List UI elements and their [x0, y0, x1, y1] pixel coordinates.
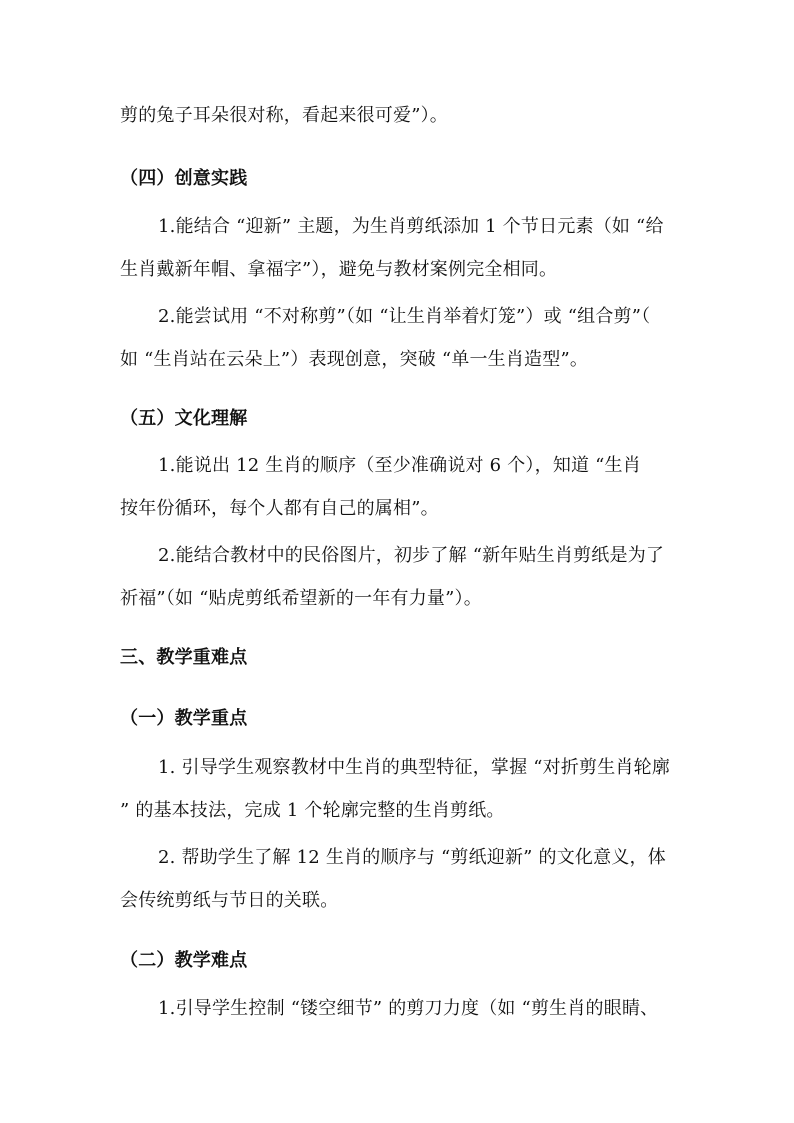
- text-line: 剪的兔子耳朵很对称，看起来很可爱”）。: [120, 105, 449, 126]
- section-heading: （一）教学重点: [120, 708, 248, 729]
- text-line: 2. 帮助学生了解 12 生肖的顺序与 “剪纸迎新” 的文化意义，体: [158, 847, 666, 868]
- text-line: 会传统剪纸与节日的关联。: [120, 890, 339, 911]
- text-line: 1.引导学生控制 “镂空细节” 的剪刀力度（如 “剪生肖的眼睛、: [158, 998, 659, 1019]
- text-line: 生肖戴新年帽、拿福字”），避免与教材案例完全相同。: [120, 259, 558, 280]
- text-line: 1. 引导学生观察教材中生肖的典型特征，掌握 “对折剪生肖轮廓: [158, 757, 671, 778]
- text-line: 按年份循环，每个人都有自己的属相”。: [120, 498, 439, 519]
- text-line: 2.能结合教材中的民俗图片，初步了解 “新年贴生肖剪纸是为了: [158, 545, 665, 566]
- chapter-heading: 三、教学重难点: [120, 647, 248, 668]
- text-line: 祈福”（如 “贴虎剪纸希望新的一年有力量”）。: [120, 588, 482, 609]
- section-heading: （四）创意实践: [120, 168, 248, 189]
- text-line: ” 的基本技法，完成 1 个轮廓完整的生肖剪纸。: [120, 800, 505, 821]
- section-heading: （五）文化理解: [120, 408, 248, 429]
- text-line: 2.能尝试用 “不对称剪”（如 “让生肖举着灯笼”）或 “组合剪”（: [158, 306, 651, 327]
- text-line: 1.能说出 12 生肖的顺序（至少准确说对 6 个），知道 “生肖: [158, 455, 641, 476]
- text-line: 如 “生肖站在云朵上”）表现创意，突破 “单一生肖造型”。: [120, 349, 589, 370]
- section-heading: （二）教学难点: [120, 950, 248, 971]
- text-line: 1.能结合 “迎新” 主题，为生肖剪纸添加 1 个节日元素（如 “给: [158, 216, 664, 237]
